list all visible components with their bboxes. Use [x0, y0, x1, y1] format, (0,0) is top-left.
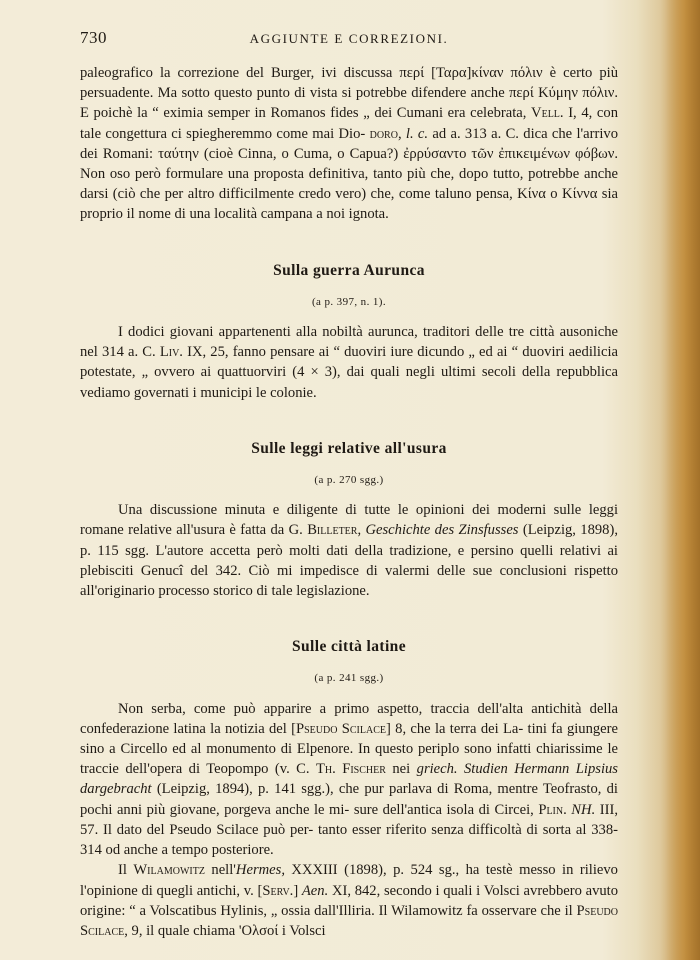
text-line: una proposta definitiva, tanto più che, dopo tutto, potrebbe anche darsi (ciò che — [80, 166, 618, 203]
citation: l. c. — [405, 125, 429, 142]
author-ref: Vell. — [531, 105, 564, 122]
author-ref: Liv. — [159, 344, 183, 361]
text-line: (Leipzig, 1898), p. 115 sgg. L'autore accetta però molti dati della tradizione, e — [80, 522, 618, 559]
text-line: per altro difficilmente credo vero) che, come taluno pensa, Κίνα o Κίννα sia — [164, 186, 619, 203]
page-header — [80, 28, 618, 50]
text-line: I, 4, con tale congettura ci spiegheremmo come mai Dio- — [80, 105, 618, 142]
running-head: AGGIUNTE E CORREZIONI. — [249, 31, 449, 46]
citation: Aen. — [301, 882, 329, 899]
text-line: negli ultimi secoli della repubblica vediamo governati i municipi le colonie. — [80, 364, 618, 401]
section-title: Sulle città latine — [292, 638, 406, 656]
book-title: Geschichte des Zinsfusses — [365, 522, 519, 539]
text-line: (Leipzig, 1894), p. 141 sgg.), che pur — [151, 781, 384, 798]
author-ref: Plin. — [538, 801, 567, 818]
section-paragraph — [80, 322, 618, 403]
text-line: I dodici giovani appartenenti alla nobiltà aurunca, traditori delle tre città — [118, 324, 555, 341]
section-paragraph — [80, 500, 618, 601]
text-line: ausoniche nel 314 a. C. — [80, 324, 618, 361]
text-line: Non serba, come può apparire a primo aspetto, traccia dell'alta antichità — [118, 700, 582, 717]
text-line: era celebrata, — [447, 105, 532, 122]
text-line: parlava di Roma, mentre Teofrasto, di pochi anni più giovane, porgeva anche le mi- — [80, 781, 618, 818]
text-line: leggi romane relative all'usura è fatta da G. — [80, 502, 618, 539]
text-line: più persuadente. Ma sotto questo punto di vista si potrebbe difendere anche — [80, 65, 618, 102]
text-line: , — [397, 125, 406, 142]
text-line: nei — [385, 761, 411, 778]
text-line: nell' — [204, 862, 236, 879]
text-line: Una discussione minuta e diligente di tutte le opinioni dei moderni sulle — [118, 502, 582, 519]
text-line: ] 8, che la terra dei La- — [385, 720, 524, 737]
page-edge-shadow — [660, 0, 700, 960]
book-title: griech. Studien Hermann Lipsius dargebracht — [80, 761, 618, 798]
text-line: sono infatti chiarissime le traccie dell'opera di Teopompo (v. C. — [80, 741, 618, 778]
citation: NH. — [571, 801, 596, 818]
page-body — [80, 63, 618, 941]
text-line: IX, 25, fanno pensare ai “ duoviri iure dicundo „ — [182, 344, 475, 361]
text-line: ad a. 313 a. C. dica che l'arrivo dei Romani: ταύτην (cioè Cinna, o — [80, 125, 619, 162]
text-line: tini fa giungere sino a Circello ed al monumento di Elpenore. In questo periplo — [80, 720, 618, 758]
section-reference: (a p. 270 sgg.) — [314, 474, 384, 487]
text-line: ed ai “ duoviri aedilicia potestate, „ ovvero ai quattuorviri (4 × 3), dai quali — [80, 344, 618, 381]
text-line: , 9, il quale chiama 'Ολσοί i Volsci — [124, 922, 326, 939]
author-ref: Billeter — [307, 522, 358, 539]
text-line: XI, 842, secondo i quali i — [328, 882, 481, 899]
author-ref: doro — [369, 125, 398, 142]
text-line: περί Κύμην πόλιν. E poichè la “ eximia semper in Romanos fides „ dei Cumani — [80, 85, 618, 122]
author-ref: Pseudo Scilace — [80, 902, 618, 939]
section-title: Sulle leggi relative all'usura — [251, 439, 447, 457]
text-line: della confederazione latina la notizia del [ — [80, 700, 619, 737]
text-line: , — [357, 522, 366, 539]
section-paragraph — [80, 699, 618, 861]
intro-paragraph — [80, 63, 618, 225]
text-line: persino quelli relativi ai plebisciti Genucî del 342. Ciò mi impedisce di valermi — [80, 542, 618, 579]
page-number: 730 — [80, 28, 107, 47]
text-line: Volsci avrebbero avuto origine: “ a Volscatibus Hylinis, „ ossia dall'Illiria. Il — [80, 882, 619, 919]
text-line: XXXIII (1898), p. 524 sg., ha testè messo in — [284, 862, 574, 879]
text-line: proprio il nome di una località campana a noi ignota. — [80, 206, 389, 223]
text-line: Cuma, o Capua?) ἐρρύσαντο τῶν ἐπικειμένων φόβων. Non oso però formulare — [80, 145, 618, 183]
text-line: delle sue conclusioni rispetto all'originario processo storico di tale legislazione. — [80, 562, 618, 600]
text-line: ] — [293, 882, 302, 899]
author-ref: Pseudo Scilace — [296, 720, 386, 737]
author-ref: Serv. — [262, 882, 294, 899]
text-line: Wilamowitz fa osservare che il — [391, 902, 577, 919]
section-reference: (a p. 241 sgg.) — [314, 672, 384, 685]
author-ref: Wilamowitz — [133, 862, 205, 879]
text-line: rilievo l'opinione di quegli antichi, v. [ — [80, 862, 618, 899]
section-paragraph — [80, 860, 618, 941]
author-ref: Th. Fischer — [316, 761, 386, 778]
journal-title: Hermes, — [235, 862, 285, 879]
text-line: sure dell'antica isola di Circei, — [353, 801, 539, 818]
text-line: tanto esser riferito senza difficoltà di sorta al 338-314 od anche a tempo posteriore. — [80, 821, 618, 859]
text-line: paleografico la correzione del Burger, ivi discussa περί [Ταρα]κίναν πόλιν è certo — [80, 65, 593, 81]
text-line: III, 57. Il dato del Pseudo Scilace può per- — [80, 801, 618, 838]
section-reference: (a p. 397, n. 1). — [311, 295, 386, 308]
text-line: Il — [118, 862, 134, 879]
section-title: Sulla guerra Aurunca — [273, 261, 425, 279]
